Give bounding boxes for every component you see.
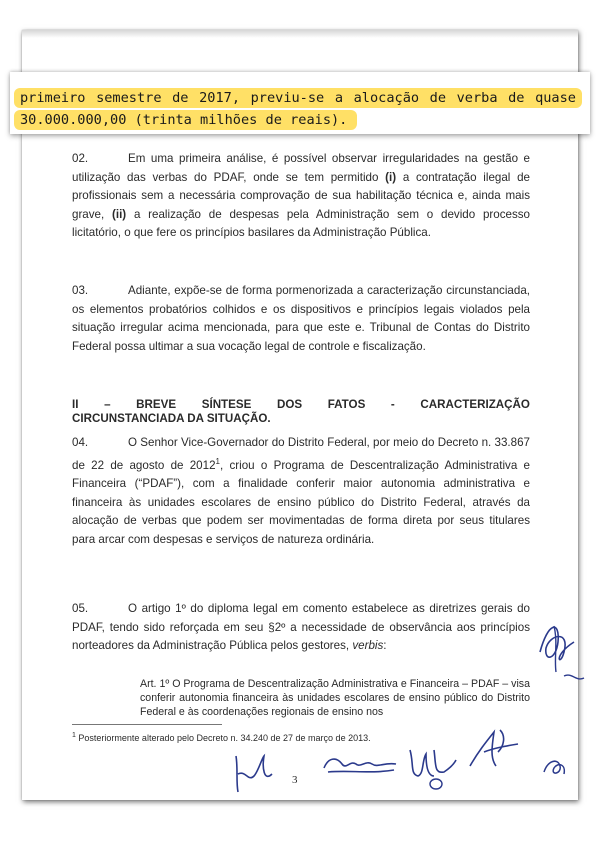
footnote-divider	[72, 724, 222, 725]
paragraph-04: 04. O Senhor Vice-Governador do Distrito Federal, por meio do Decreto n. 33.867 de 22 de agosto de 2012$^1$, criou o Programa de Descentralização Administrativa e Financeira (“PDAF”), com a finalidade conferir maior autonomia administrativa e financeira às unidades escolares de ensino público do Distrito Federal, através da alocação de verbas que podem ser movimentadas de forma direta por seus titulares para arcar com despesas e serviços de natureza ordinária.	[72, 436, 530, 546]
paragraph-number: 03.	[72, 284, 89, 297]
page-top-edge	[22, 30, 578, 38]
signature-3	[404, 740, 460, 790]
footnote-reference: 1	[215, 456, 220, 466]
page-number: 3	[292, 774, 298, 786]
paragraph-02: 02. Em uma primeira análise, é possível observar irregularidades na gestão e utilização das verbas do PDAF, onde se tem permitido (i) a contratação ilegal de profissionais sem a necessária comprovação de sua habilitação técnica e, ainda mais grave, (ii) a realização de despesas pela Administração sem o devido processo licitatório, o que fere os princípios basilares da Administração Pública.	[72, 152, 530, 240]
paragraph-03: 03. Adiante, expõe-se de forma pormenorizada a caracterização circunstanciada, os elementos probatórios colhidos e os dispositivos e princípios legais violados pela situação irregular acima mencionada, para que este e. Tribunal de Contas do Distrito Federal possa ultimar a sua vocação legal de controle e fiscalização.	[72, 284, 530, 353]
highlighted-line-1: primeiro semestre de 2017, previu-se a alocação de verba de quase	[14, 88, 582, 108]
margin-signature	[534, 612, 586, 692]
paragraph-number: 05.	[72, 602, 89, 615]
signature-4	[464, 722, 524, 778]
signature-initials-1	[228, 752, 276, 796]
paragraph-number: 04.	[72, 436, 89, 449]
footnote: $^1$ Posteriormente alterado pelo Decreto n. 34.240 de 27 de março de 2013.	[72, 732, 371, 743]
signature-2	[320, 748, 400, 778]
paragraph-05: 05. O artigo 1º do diploma legal em comento estabelece as diretrizes gerais do PDAF, tendo sido reforçada em seu §2º a necessidade de observância aos princípios norteadores da Administração Pública pelos gestores, verbis:	[72, 602, 530, 653]
signature-initials-5	[540, 752, 570, 782]
legal-quote: Art. 1º O Programa de Descentralização Administrativa e Financeira – PDAF – visa conferir autonomia financeira às unidades escolares de ensino público do Distrito Federal e às coordenações regionais de ensino nos	[140, 678, 530, 718]
highlighted-line-2: 30.000.000,00 (trinta milhões de reais).	[14, 110, 357, 130]
paragraph-number: 02.	[72, 152, 89, 165]
section-heading: II – BREVE SÍNTESE DOS FATOS - CARACTERIZAÇÃO CIRCUNSTANCIADA DA SITUAÇÃO.	[72, 398, 530, 425]
